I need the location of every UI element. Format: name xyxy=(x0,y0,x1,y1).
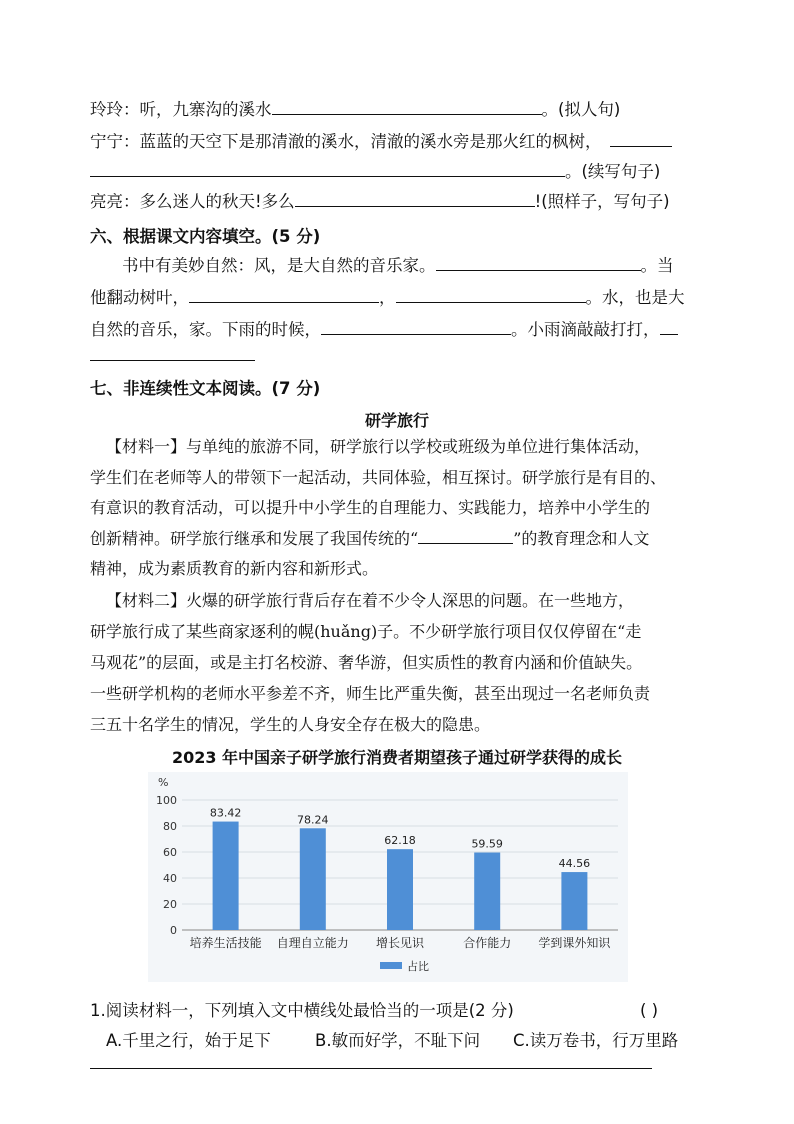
option-b[interactable]: B.敏而好学，不耻下问 xyxy=(315,1031,481,1050)
y-tick-label: 0 xyxy=(170,924,177,937)
material-2-line: 马观花”的层面，或是主打名校游、奢华游，但实质性的教育内涵和价值缺失。 xyxy=(90,653,643,672)
section-6-line-1 xyxy=(122,254,674,277)
answer-paren[interactable]: ( ) xyxy=(640,1001,659,1020)
material-2-line: 研学旅行成了某些商家逐利的幌(huǎng)子。不少研学旅行项目仅仅停留在“走 xyxy=(90,622,642,641)
bar xyxy=(474,853,500,930)
material-text: 创新精神。研学旅行继承和发展了我国传统的“ xyxy=(90,529,419,548)
chart-title: 2023 年中国亲子研学旅行消费者期望孩子通过研学获得的成长 xyxy=(171,748,623,767)
material-1-line: 学生们在老师等人的带领下一起活动，共同体验，相互探讨。研学旅行是有目的、 xyxy=(90,468,667,487)
material-text: ”的教育理念和人文 xyxy=(513,529,650,548)
section-text: 自然的音乐，家。下雨的时候， xyxy=(90,320,321,339)
dialog-text: 宁宁：蓝蓝的天空下是那清澈的溪水，清澈的溪水旁是那火红的枫树， xyxy=(90,132,602,151)
answer-blank[interactable] xyxy=(272,98,542,115)
x-tick-label: 合作能力 xyxy=(463,936,512,950)
answer-blank[interactable] xyxy=(660,318,678,335)
answer-blank[interactable] xyxy=(436,254,641,271)
material-2-line: 三五十名学生的情况，学生的人身安全存在极大的隐患。 xyxy=(90,715,491,734)
legend-swatch xyxy=(380,962,402,969)
y-tick-label: 20 xyxy=(163,898,177,911)
answer-blank[interactable] xyxy=(295,190,535,207)
dialog-text: 玲玲：听，九寨沟的溪水 xyxy=(90,100,272,119)
material-2-line: 一些研学机构的老师水平参差不齐，师生比严重失衡，甚至出现过一名老师负责 xyxy=(90,684,651,703)
section-text: 他翻动树叶， xyxy=(90,288,189,307)
x-tick-label: 增长见识 xyxy=(375,936,425,950)
dialog-text: 。(续写句子) xyxy=(565,162,661,181)
material-1-line: 有意识的教育活动，可以提升中小学生的自理能力、实践能力，培养中小学生的 xyxy=(90,498,651,517)
answer-blank[interactable] xyxy=(610,130,672,147)
dialog-line-2 xyxy=(90,130,672,153)
answer-blank[interactable] xyxy=(321,318,511,335)
y-axis-unit: % xyxy=(158,776,169,789)
article-title: 研学旅行 xyxy=(364,411,429,430)
option-a[interactable]: A.千里之行，始于足下 xyxy=(106,1031,271,1050)
section-text: ， xyxy=(379,288,396,307)
section-6-heading: 六、根据课文内容填空。(5 分) xyxy=(90,227,321,246)
material-1-line: 【材料一】与单纯的旅游不同，研学旅行以学校或班级为单位进行集体活动， xyxy=(106,437,651,456)
y-tick-label: 60 xyxy=(163,846,177,859)
data-label: 78.24 xyxy=(297,813,329,827)
data-label: 44.56 xyxy=(558,857,591,871)
data-label: 62.18 xyxy=(384,834,416,848)
x-tick-label: 自理自立能力 xyxy=(276,936,349,950)
section-text: 。小雨滴敲敲打打， xyxy=(511,320,660,339)
bar xyxy=(561,872,587,930)
section-text: 书中有美妙自然：风，是大自然的音乐家。 xyxy=(122,256,436,275)
section-7-heading: 七、非连续性文本阅读。(7 分) xyxy=(90,379,321,398)
data-label: 83.42 xyxy=(209,806,242,820)
data-label: 59.59 xyxy=(471,837,503,851)
section-6-line-3 xyxy=(90,318,678,341)
x-tick-label: 培养生活技能 xyxy=(189,936,262,950)
section-text: 。水，也是大 xyxy=(585,288,685,307)
answer-blank[interactable] xyxy=(189,286,379,303)
y-tick-label: 100 xyxy=(156,794,177,807)
dialog-text: 。(拟人句) xyxy=(541,100,621,119)
dialog-text: 亮亮：多么迷人的秋天!多么 xyxy=(90,192,295,211)
section-6-line-4 xyxy=(90,344,255,367)
material-2-line: 【材料二】火爆的研学旅行背后存在着不少令人深思的问题。在一些地方， xyxy=(106,591,635,610)
dialog-line-1 xyxy=(90,98,620,121)
bar xyxy=(300,828,326,930)
y-tick-label: 80 xyxy=(163,820,177,833)
section-6-line-2 xyxy=(90,286,685,309)
bar xyxy=(213,822,239,930)
answer-blank[interactable] xyxy=(418,527,513,544)
dialog-text: !(照样子，写句子) xyxy=(534,192,670,211)
bar-chart xyxy=(148,772,628,982)
bar xyxy=(387,849,413,930)
x-tick-label: 学到课外知识 xyxy=(538,936,611,950)
section-text: 。当 xyxy=(640,256,674,275)
material-1-line: 精神，成为素质教育的新内容和新形式。 xyxy=(90,559,379,578)
option-c[interactable]: C.读万卷书，行万里路 xyxy=(513,1031,679,1050)
answer-blank[interactable] xyxy=(90,344,255,361)
answer-blank[interactable] xyxy=(90,160,565,177)
dialog-line-3 xyxy=(90,160,660,183)
y-tick-label: 40 xyxy=(163,872,177,885)
divider-line xyxy=(90,1068,652,1069)
legend-label: 占比 xyxy=(407,960,429,973)
question-1: 1.阅读材料一，下列填入文中横线处最恰当的一项是(2 分) xyxy=(90,1001,514,1020)
answer-blank[interactable] xyxy=(396,286,586,303)
dialog-line-4 xyxy=(90,190,670,213)
material-1-line xyxy=(90,527,649,550)
